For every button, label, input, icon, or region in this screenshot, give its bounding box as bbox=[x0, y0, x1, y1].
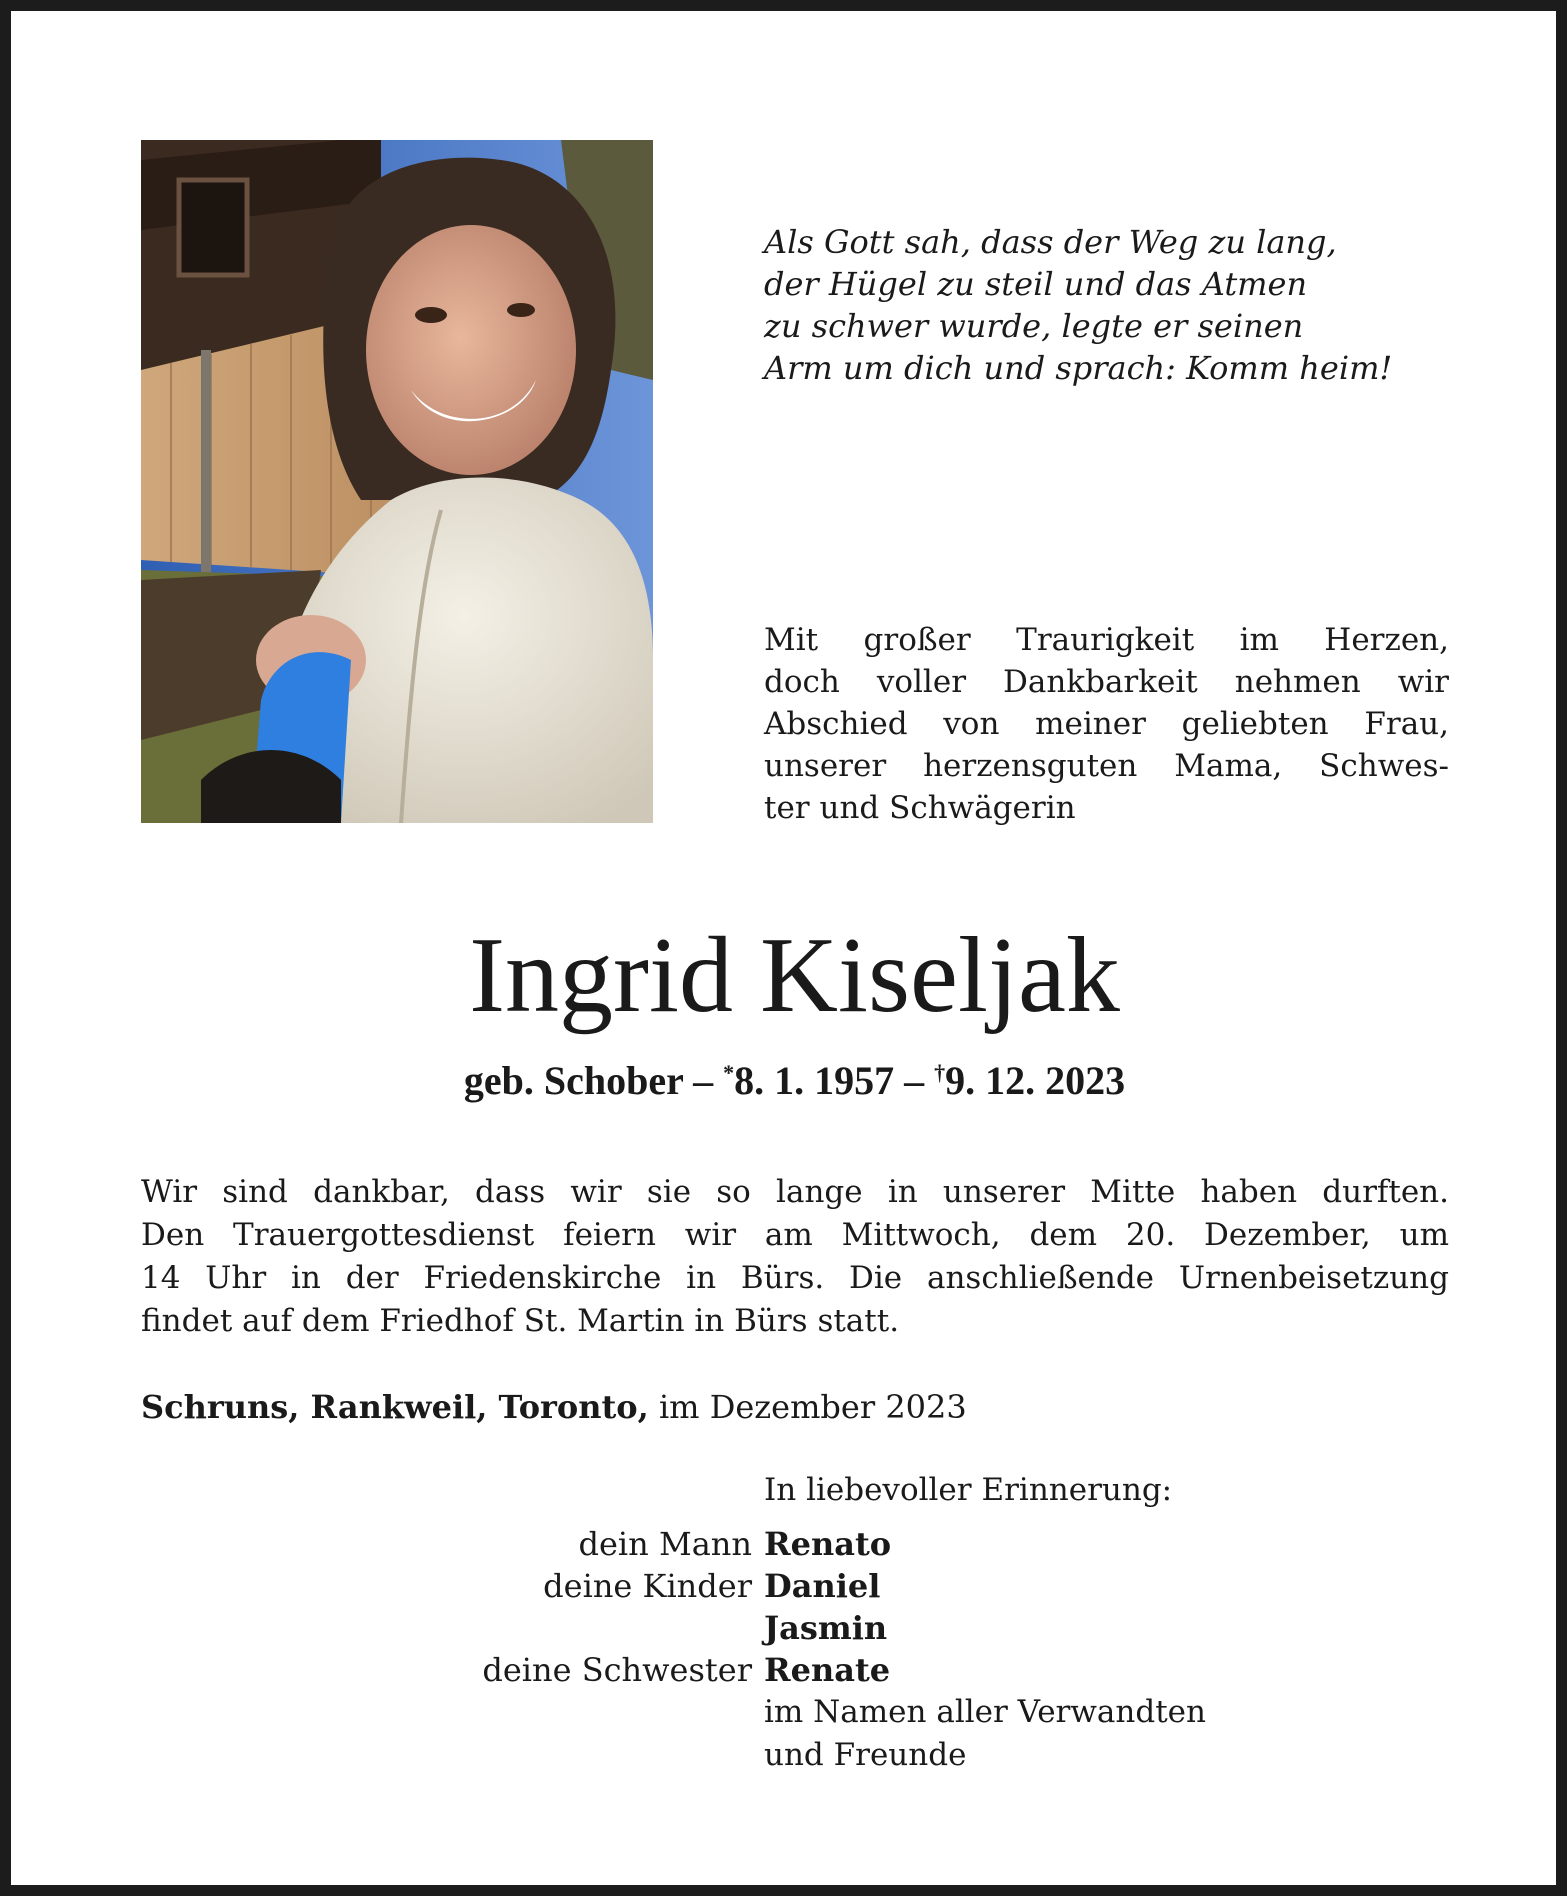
intro-line: ter und Schwägerin bbox=[764, 790, 1076, 826]
birth-date: 8. 1. 1957 bbox=[734, 1058, 895, 1103]
mourner-name: Daniel bbox=[764, 1567, 881, 1605]
mourner-name: Jasmin bbox=[764, 1609, 888, 1647]
portrait-illustration bbox=[141, 140, 653, 823]
mourner-row bbox=[11, 1607, 1567, 1649]
birth-name: geb. Schober bbox=[463, 1058, 684, 1103]
intro-line: unserer herzensguten Mama, Schwes- bbox=[764, 748, 1449, 784]
deceased-name: Ingrid Kiseljak bbox=[469, 916, 1120, 1035]
remembrance-heading: In liebevoller Erinnerung: bbox=[764, 1472, 1173, 1508]
portrait-photo bbox=[141, 140, 653, 823]
mourner-relation: deine Kinder bbox=[543, 1567, 752, 1605]
poem-line: zu schwer wurde, legte er seinen bbox=[764, 307, 1304, 345]
mourner-row bbox=[11, 1649, 1567, 1691]
mourner-relation: dein Mann bbox=[578, 1525, 752, 1563]
intro-line: doch voller Dankbarkeit nehmen wir bbox=[764, 664, 1449, 700]
intro-line: Abschied von meiner geliebten Frau, bbox=[764, 706, 1449, 742]
poem-line: der Hügel zu steil und das Atmen bbox=[764, 265, 1308, 303]
separator: – bbox=[904, 1058, 925, 1103]
poem-line: Als Gott sah, dass der Weg zu lang, bbox=[764, 223, 1337, 261]
mourner-name: Renato bbox=[764, 1525, 892, 1563]
announcement-line: Wir sind dankbar, dass wir sie so lange in unserer Mitte haben durften. bbox=[141, 1174, 1449, 1210]
separator: – bbox=[693, 1058, 714, 1103]
death-date: 9. 12. 2023 bbox=[945, 1058, 1126, 1103]
closing-text bbox=[764, 1691, 1206, 1777]
mourners-list bbox=[11, 1523, 1567, 1691]
closing-line: und Freunde bbox=[764, 1737, 967, 1773]
place-towns: Schruns, Rankweil, Toronto, bbox=[141, 1388, 649, 1426]
birth-symbol: * bbox=[723, 1060, 735, 1085]
mourner-name: Renate bbox=[764, 1651, 891, 1689]
poem-line: Arm um dich und sprach: Komm heim! bbox=[764, 349, 1393, 387]
mourner-relation: deine Schwester bbox=[482, 1651, 752, 1689]
poem bbox=[764, 221, 1464, 389]
death-symbol: † bbox=[934, 1060, 946, 1085]
place-date bbox=[141, 1386, 967, 1428]
announcement-line: 14 Uhr in der Friedenskirche in Bürs. Die anschließende Urnenbeisetzung bbox=[141, 1260, 1449, 1296]
intro-line: Mit großer Traurigkeit im Herzen, bbox=[764, 622, 1449, 658]
mourner-row bbox=[11, 1523, 1567, 1565]
life-dates bbox=[11, 1049, 1567, 1105]
place-date-text: im Dezember 2023 bbox=[658, 1388, 967, 1426]
announcement-line: findet auf dem Friedhof St. Martin in Bürs statt. bbox=[141, 1303, 900, 1339]
closing-line: im Namen aller Verwandten bbox=[764, 1694, 1206, 1730]
mourner-row bbox=[11, 1565, 1567, 1607]
intro-text bbox=[764, 619, 1449, 829]
announcement-line: Den Trauergottesdienst feiern wir am Mittwoch, dem 20. Dezember, um bbox=[141, 1217, 1449, 1253]
announcement-text bbox=[141, 1171, 1449, 1343]
